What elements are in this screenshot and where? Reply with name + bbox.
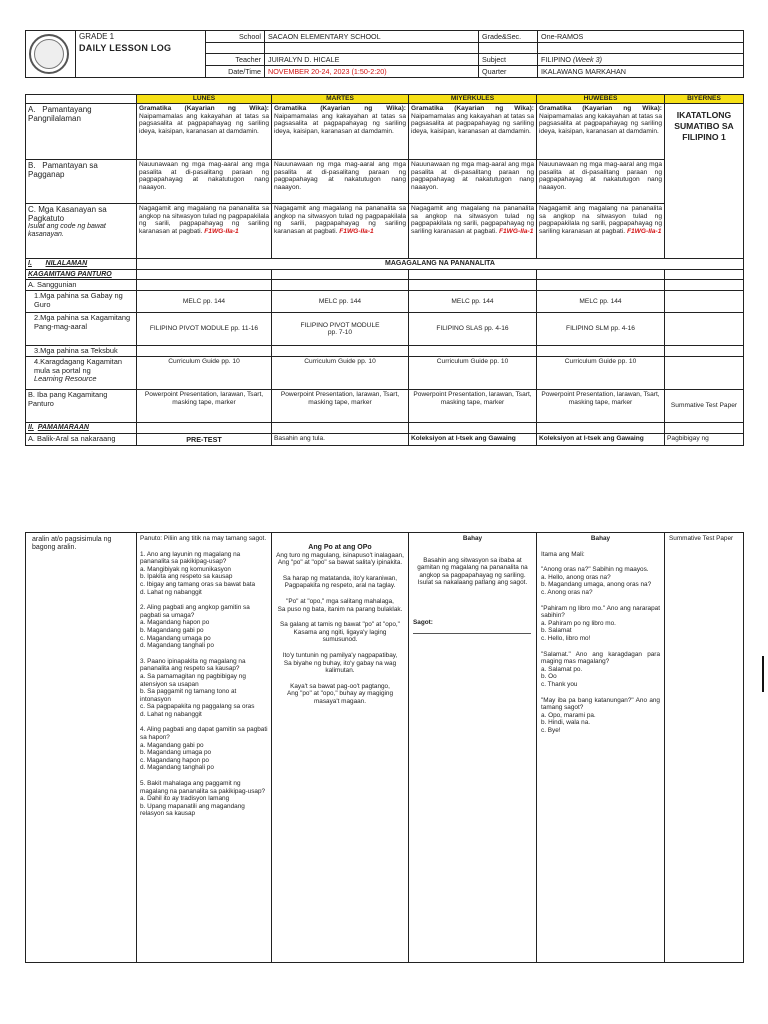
poem-martes [272,533,409,963]
q4-choice-c: c. Magandang hapon po [140,756,209,764]
spacer [413,543,532,557]
objective-heading: Gramatika (Kayarian ng Wika): [139,105,269,112]
subject-week: (Week 3) [572,55,602,64]
seal-center [34,39,64,69]
subject-value [538,54,744,66]
sanggunian-label: A. Sanggunian [26,280,137,291]
objective-a-lunes [137,104,272,160]
teksbuk-label: 3.Mga pahina sa Teksbuk [26,346,137,357]
empty-cell [272,269,409,280]
spacer [541,543,660,551]
empty-cell [137,280,272,291]
kagamitang-pang-mag-aaral-label: 2.Mga pahina sa Kagamitang Pang-mag-aaral [26,313,137,346]
label-text: 4.Karagdagang Kagamitan mula sa portal ng [34,357,122,375]
day-header-lunes: LUNES [137,95,272,104]
q1-choice-c: c. Ibigay ang tamang oras sa bawat bata [140,580,256,588]
gabay-martes: MELC pp. 144 [272,291,409,313]
row-label-letter: A. [28,105,36,114]
section-nilalaman-label [26,259,137,270]
row-label-pamantayang-pangnilalaman [26,104,137,160]
objective-text: Naipamamalas ang kakayahan at tatas sa pagsasalita at pagpapahayag ng sariling ideya, kaisipan, karanasan at damdamin. [539,112,662,135]
thu-q1-choice-b: b. Magandang umaga, anong oras na? [541,581,652,589]
grade-label: GRADE 1 [76,31,206,43]
blank-label-2 [479,43,538,54]
empty-cell [537,280,665,291]
objective-text: Naipamamalas ang kakayahan at tatas sa pagsasalita at pagpapahayag ng sariling ideya, kaisipan, karanasan at damdamin. [139,112,269,135]
q5-choice-b: b. Upang mapanatili ang magandang relasyon sa kausap [140,802,245,818]
day-header-biyernes: BIYERNES [665,95,744,104]
deped-seal-logo [29,34,69,74]
page-edge-marker [762,656,764,692]
balik-aral-martes: Basahin ang tula. [272,434,409,446]
empty-cell [409,423,537,434]
balik-aral-label: A. Balik-Aral sa nakaraang [26,434,137,446]
pang-mag-aaral-miyerkules: FILIPINO SLAS pp. 4-16 [409,313,537,346]
q4-question: 4. Aling pagbati ang dapat gamitin sa pagbati sa hapon? [140,726,268,742]
activity-title: Bahay [590,535,611,542]
skill-text: Nagagamit ang magalang na pananalita sa angkop na sitwasyon tulad ng pagpapakilala ng sarili, pagpapahayag ng sariling karanasan at pagbati. [539,205,662,235]
thu-q2-choice-c: c. Hello, libro mo! [541,634,591,642]
row-label-letter: C. [28,205,36,214]
aralin-label: aralin at/o pagsisimula ng bagong aralin. [26,533,137,963]
summative-biyernes: Summative Test Paper [665,533,744,963]
poem-line: Kaya't sa bawat pag-oo't pagtango, [290,682,390,690]
answer-blank[interactable] [413,627,531,634]
q2-choice-c: c. Magandang umaga po [140,634,211,642]
teacher-value: JUIRALYN D. HICALE [265,54,479,66]
row-label-mga-kasanayan [26,204,137,259]
balik-aral-biyernes: Pagbibigay ng [665,434,744,446]
spacer [276,644,404,652]
gabay-biyernes [665,291,744,313]
activity-huwebes [537,533,665,963]
q5-question: 5. Bakit mahalaga ang paggamit ng magalang na pananalita sa pakikipag-usap? [140,780,266,795]
lesson-table-block [25,94,743,446]
empty-cell [272,280,409,291]
thu-q4-question: "May iba pa bang katanungan?" Ano ang tamang sagot? [541,696,660,712]
q3-question: 3. Paano ipinapakita ng magalang na pananalita ang respeto sa kausap? [140,657,246,673]
spacer [140,596,268,604]
school-value: SACAON ELEMENTARY SCHOOL [265,31,479,43]
quarter-value: IKALAWANG MARKAHAN [538,66,744,78]
objective-b-miyerkules: Nauunawaan ng mga mag-aaral ang mga pasalita at di-pasalitang paraan ng pagpapahayag at nakatutugon nang naaayon. [409,160,537,204]
thu-q1-choice-c: c. Anong oras na? [541,588,593,596]
teacher-label: Teacher [206,54,265,66]
poem-line: Sa galang at tamis ng bawat "po" at "opo," [280,621,400,629]
pang-mag-aaral-martes: FILIPINO PIVOT MODULE pp. 7-10 [272,313,409,346]
row-label-note: Isulat ang code ng bawat kasanayan. [28,223,106,238]
gabay-miyerkules: MELC pp. 144 [409,291,537,313]
empty-cell [537,423,665,434]
row-label-letter: B. [28,161,36,170]
poem-line: Ang turo ng magulang, isinapuso't inalagaan, [276,551,404,559]
q5-choice-a: a. Dahil ito ay tradisyon lamang [140,795,230,803]
thu-q3-question: "Salamat." Ano ang karagdagan para maging mas magalang? [541,650,660,666]
empty-cell [409,269,537,280]
q4-choice-d: d. Magandang tanghali po [140,764,214,772]
skill-text: Nagagamit ang magalang na pananalita sa angkop na sitwasyon tulad ng pagpapakilala ng sarili, pagpapahayag ng sariling karanasan at pagbati. [411,205,534,235]
datetime-label: Date/Time [206,66,265,78]
poem-line: Ito'y tuntunin ng pamilya'y nagpapatibay, [282,651,398,659]
day-header-martes: MARTES [272,95,409,104]
spacer [140,772,268,780]
empty-cell [409,346,537,357]
thu-q4-choice-c: c. Bye! [541,726,561,734]
skill-code: F1WG-IIa-1 [204,227,239,235]
section-number: I. [28,260,32,267]
objective-b-huwebes: Nauunawaan ng mga mag-aaral ang mga pasalita at di-pasalitang paraan ng pagpapahayag at nakatutugon nang naaayon. [537,160,665,204]
spacer [541,643,660,651]
section-number: II. [28,424,34,432]
nilalaman-value: MAGAGALANG NA PANANALITA [137,259,744,270]
title-spacer [76,54,206,66]
objective-a-huwebes [537,104,665,160]
continuation-table-block [25,532,743,963]
header-block [25,30,743,78]
thu-q3-choice-c: c. Thank you [541,680,578,688]
empty-cell [272,346,409,357]
activity-instruction: Basahin ang sitwasyon sa ibaba at gamitan ng magalang na pananalita na angkop sa pagpapahayag ng sariling. Isulat sa nakalaang patlang ang sagot. [417,556,528,587]
section-title: PAMAMARAAN [37,424,89,432]
empty-cell [665,280,744,291]
balik-aral-miyerkules: Koleksiyon at I-tsek ang Gawaing [409,434,537,446]
iba-pang-kagamitan-label: B. Iba pang Kagamitang Panturo [26,390,137,423]
blank-value [265,43,479,54]
poem-title: Ang Po at ang OPo [308,544,372,551]
q2-question: 2. Aling pagbati ang angkop gamitin sa pagbati sa umaga? [140,604,250,619]
thu-q2-choice-b: b. Salamat [541,627,572,635]
q2-choice-a: a. Magandang hapon po [140,619,210,627]
objective-text: Naipamamalas ang kakayahan at tatas sa pagsasalita at pagpapahayag ng sariling ideya, kaisipan, karanasan at damdamin. [411,112,534,135]
friday-summative-label: IKATATLONG SUMATIBO SA FILIPINO 1 [665,104,744,259]
empty-cell [272,423,409,434]
gabay-huwebes: MELC pp. 144 [537,291,665,313]
objective-b-martes: Nauunawaan ng mga mag-aaral ang mga pasalita at di-pasalitang paraan ng pagpapahayag at nakatutugon nang naaayon. [272,160,409,204]
thu-q3-choice-b: b. Oo [541,673,557,681]
answer-label: Sagot: [413,618,433,626]
spacer [276,567,404,575]
iba-pang-martes: Powerpoint Presentation, larawan, Tsart, masking tape, marker [272,390,409,423]
thu-q1-question: "Anong oras na?" Sabihin ng maayos. [541,566,649,574]
section-title: KAGAMITANG PANTURO [28,270,112,278]
objective-a-martes [272,104,409,160]
title-spacer-2 [76,66,206,78]
answer-line[interactable] [413,627,532,637]
poem-line: Sa harap ng matatanda, ito'y karaniwan, [282,574,398,582]
iba-pang-miyerkules: Powerpoint Presentation, larawan, Tsart, masking tape, marker [409,390,537,423]
blank-label [206,43,265,54]
q2-choice-d: d. Magandang tanghali po [140,642,214,650]
spacer [541,597,660,605]
spacer [140,650,268,658]
empty-cell [665,269,744,280]
activity-title: Bahay [462,535,483,542]
row-label-text: Pamantayang Pangnilalaman [28,105,92,123]
objective-c-huwebes [537,204,665,259]
spacer [140,718,268,726]
objective-text: Naipamamalas ang kakayahan at tatas sa pagsasalita at pagpapahayag ng sariling ideya, kaisipan, karanasan at damdamin. [274,112,406,135]
karagdagang-miyerkules: Curriculum Guide pp. 10 [409,357,537,390]
poem-line: Pagpapakita ng respeto, aral na taglay. [284,582,396,590]
thu-q1-choice-a: a. Hello, anong oras na? [541,573,611,581]
iba-pang-huwebes: Powerpoint Presentation, larawan, Tsart, masking tape, marker [537,390,665,423]
spacer [541,558,660,566]
quarter-label: Quarter [479,66,538,78]
thu-q4-choice-b: b. Hindi, wala na. [541,719,591,727]
section-title: NILALAMAN [45,260,88,267]
poem-line: Ang "po" at "opo" sa bawat salita'y ipinakita. [277,559,403,567]
karagdagang-kagamitan-label [26,357,137,390]
pang-mag-aaral-huwebes: FILIPINO SLM pp. 4-16 [537,313,665,346]
spacer [541,689,660,697]
objective-heading: Gramatika (Kayarian ng Wika): [411,105,534,112]
gabay-lunes: MELC pp. 144 [137,291,272,313]
spacer [413,587,532,619]
spacer [276,535,404,544]
empty-cell [137,269,272,280]
q2-choice-b: b. Magandang gabi po [140,626,204,634]
pretest-instruction: Panuto: Piliin ang titik na may tamang sagot. [140,535,267,542]
q3-choice-a: a. Sa pamamagitan ng pagbibigay ng atensiyon sa usapan [140,672,246,688]
karagdagang-huwebes: Curriculum Guide pp. 10 [537,357,665,390]
skill-code: F1WG-IIa-1 [339,227,374,235]
q4-choice-b: b. Magandang umaga po [140,749,212,757]
poem-line: Sa puso ng bata, itanim na parang bulaklak. [277,605,403,613]
thu-q2-choice-a: a. Pahiram po ng libro mo. [541,619,616,627]
document-title: DAILY LESSON LOG [76,43,206,54]
pang-mag-aaral-biyernes [665,313,744,346]
day-header-miyerkules: MIYERKULES [409,95,537,104]
karagdagang-biyernes [665,357,744,390]
row-label-text: Mga Kasanayan sa Pagkatuto [28,205,107,223]
gradesec-label: Grade&Sec. [479,31,538,43]
blank-value-2 [538,43,744,54]
q1-choice-d: d. Lahat ng nabanggit [140,588,202,596]
row-label-pamantayan-sa-pagganap [26,160,137,204]
objective-c-lunes [137,204,272,259]
activity-instruction: Itama ang Mali: [541,550,585,558]
skill-text: Nagagamit ang magalang na pananalita sa angkop na sitwasyon tulad ng pagpapakilala ng sarili, pagpapahayag ng sariling karanasan at pagbati. [139,205,269,235]
poem-line: "Po" at "opo," mga salitang mahalaga, [286,597,394,605]
empty-cell [137,346,272,357]
section-pamamaraan-label [26,423,137,434]
objective-c-miyerkules [409,204,537,259]
karagdagang-martes: Curriculum Guide pp. 10 [272,357,409,390]
skill-code: F1WG-IIa-1 [498,227,534,235]
objective-a-miyerkules [409,104,537,160]
empty-cell [537,269,665,280]
datetime-value: NOVEMBER 20-24, 2023 (1:50-2:20) [265,66,479,78]
thu-q2-question: "Pahiram ng libro mo." Ano ang nararapat sabihin? [541,604,660,620]
objective-heading: Gramatika (Kayarian ng Wika): [539,105,662,112]
spacer [276,613,404,621]
q3-choice-c: c. Sa pagpapakita ng paggalang sa oras [140,703,255,711]
balik-aral-lunes: PRE-TEST [137,434,272,446]
continuation-table [25,532,744,963]
page-gap [0,468,768,530]
poem-line: Ang "po" at "opo," buhay ay magiging masaya't magaan. [286,690,394,705]
q3-choice-d: d. Lahat ng nabanggit [140,710,202,718]
q1-question: 1. Ano ang layunin ng magalang na pananalita sa pakikipag-usap? [140,550,241,566]
skill-code: F1WG-IIa-1 [626,227,662,235]
iba-pang-lunes: Powerpoint Presentation, larawan, Tsart, masking tape, marker [137,390,272,423]
day-header-huwebes: HUWEBES [537,95,665,104]
q1-choice-a: a. Mangibiyak ng komunikasyon [140,565,231,573]
thu-q4-choice-a: a. Opo, marami pa. [541,711,596,719]
subject-name: FILIPINO [541,55,571,64]
objective-b-lunes: Nauunawaan ng mga mag-aaral ang mga pasalita at di-pasalitang paraan ng pagpapahayag at nakatutugon nang naaayon. [137,160,272,204]
q4-choice-a: a. Magandang gabi po [140,741,204,749]
thu-q3-choice-a: a. Salamat po. [541,665,583,673]
deped-seal-cell [26,31,76,78]
section-kagamitan-label [26,269,137,280]
spacer [140,543,268,551]
q1-choice-b: b. Ipakita ang respeto sa kausap [140,573,233,581]
lesson-table [25,94,744,446]
empty-cell [137,423,272,434]
skill-text: Nagagamit ang magalang na pananalita sa angkop na sitwasyon tulad ng pagpapakilala ng sarili, pagpapahayag ng sariling karanasan at pagbati. [274,205,406,235]
empty-cell [537,346,665,357]
header-table [25,30,744,78]
empty-cell [409,280,537,291]
row-label-text: Pamantayan sa Pagganap [28,161,98,179]
objective-heading: Gramatika (Kayarian ng Wika): [274,105,406,112]
activity-miyerkules [409,533,537,963]
q3-choice-b: b. Sa paggamit ng tamang tono at intonasyon [140,688,237,703]
karagdagang-lunes: Curriculum Guide pp. 10 [137,357,272,390]
school-label: School [206,31,265,43]
objective-c-martes [272,204,409,259]
pretest-lunes [137,533,272,963]
gabay-label: 1.Mga pahina sa Gabay ng Guro [26,291,137,313]
gradesec-value: One-RAMOS [538,31,744,43]
corner-cell [26,95,137,104]
balik-aral-huwebes: Koleksiyon at I-tsek ang Gawaing [537,434,665,446]
label-italic: Learning Resource [34,374,97,384]
iba-pang-biyernes: Summative Test Paper [665,390,744,423]
poem-line: Sa biyahe ng buhay, ito'y gabay na wag kalimutan. [283,659,397,675]
spacer [276,590,404,598]
page-2 [0,530,768,1024]
empty-cell [665,423,744,434]
pang-mag-aaral-lunes: FILIPINO PIVOT MODULE pp. 11-16 [137,313,272,346]
subject-label: Subject [479,54,538,66]
poem-line: Kasama ang ngiti, ligaya'y laging sumusunod. [293,628,387,644]
spacer [276,675,404,683]
empty-cell [665,346,744,357]
page-1 [0,0,768,468]
